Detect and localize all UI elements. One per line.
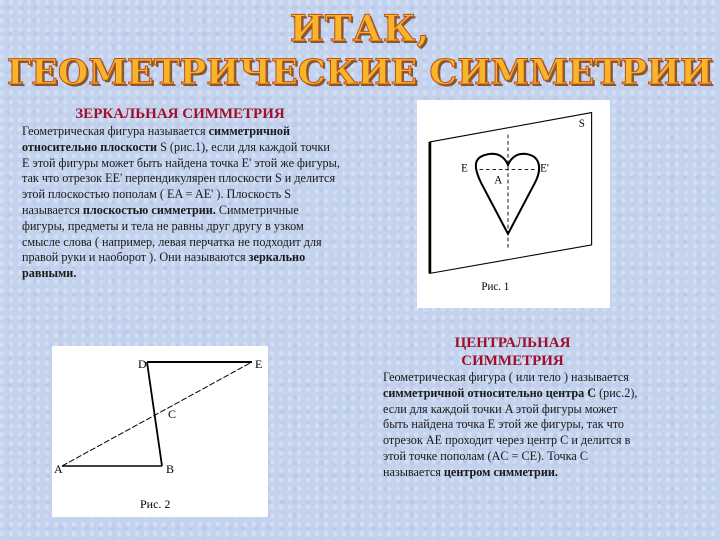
text-segment: Геометрическая фигура называется — [22, 124, 209, 138]
central-heading-line-2: СИММЕТРИЯ — [461, 353, 564, 369]
label-a: A — [494, 174, 503, 187]
label-e: E — [255, 357, 263, 371]
figure-1-heart-plane — [417, 100, 610, 308]
label-e: E — [461, 162, 468, 175]
label-d: D — [138, 357, 147, 371]
text-segment: Симметричные фигуры, предметы и тела не равны друг другу в узком смысле слова ( например, левая перчатка не подходит для правой руки и наоборот ). Они называются — [22, 202, 322, 265]
label-b: B — [166, 462, 175, 476]
text-segment: S (рис.1), если для каждой точки E этой фигуры может быть найдена точка E' этой же фигуры, так что отрезок EE' перпендикулярен плоскости S и делится этой плоскостью пополам ( EA = AE' ). Плоскость S называется — [22, 139, 340, 217]
title-line-1: ИТАК, — [289, 8, 431, 50]
figure-1-caption: Рис. 1 — [481, 280, 510, 293]
bold-term: симметричной относительно центра C — [383, 385, 597, 400]
title-line-2: ГЕОМЕТРИЧЕСКИЕ СИММЕТРИИ — [6, 52, 714, 93]
mirror-heading: ЗЕРКАЛЬНАЯ СИММЕТРИЯ — [75, 106, 285, 122]
bold-term: плоскостью симметрии. — [82, 202, 216, 217]
central-heading-line-1: ЦЕНТРАЛЬНАЯ — [454, 335, 571, 351]
figure-2-central-symmetry — [52, 346, 268, 517]
central-text — [383, 370, 645, 481]
bold-term: симметричной относительно плоскости — [22, 124, 291, 154]
text-segment: Геометрическая фигура ( или тело ) называется — [383, 370, 629, 384]
bold-term: центром симметрии. — [443, 464, 558, 479]
label-plane-s: S — [578, 118, 585, 131]
label-c: C — [168, 407, 177, 421]
label-e-prime: E' — [540, 162, 549, 175]
text-segment: (рис.2), если для каждой точки A этой фигуры может быть найдена точка E этой же фигуры, так что отрезок AE проходит через центр C и делится в этой точке пополам (AC = CE). Точка C называется — [383, 385, 638, 479]
figure-2-caption: Рис. 2 — [140, 497, 171, 511]
mirror-text — [22, 124, 340, 282]
label-a: A — [54, 462, 63, 476]
bold-term: зеркально равными. — [22, 250, 306, 281]
